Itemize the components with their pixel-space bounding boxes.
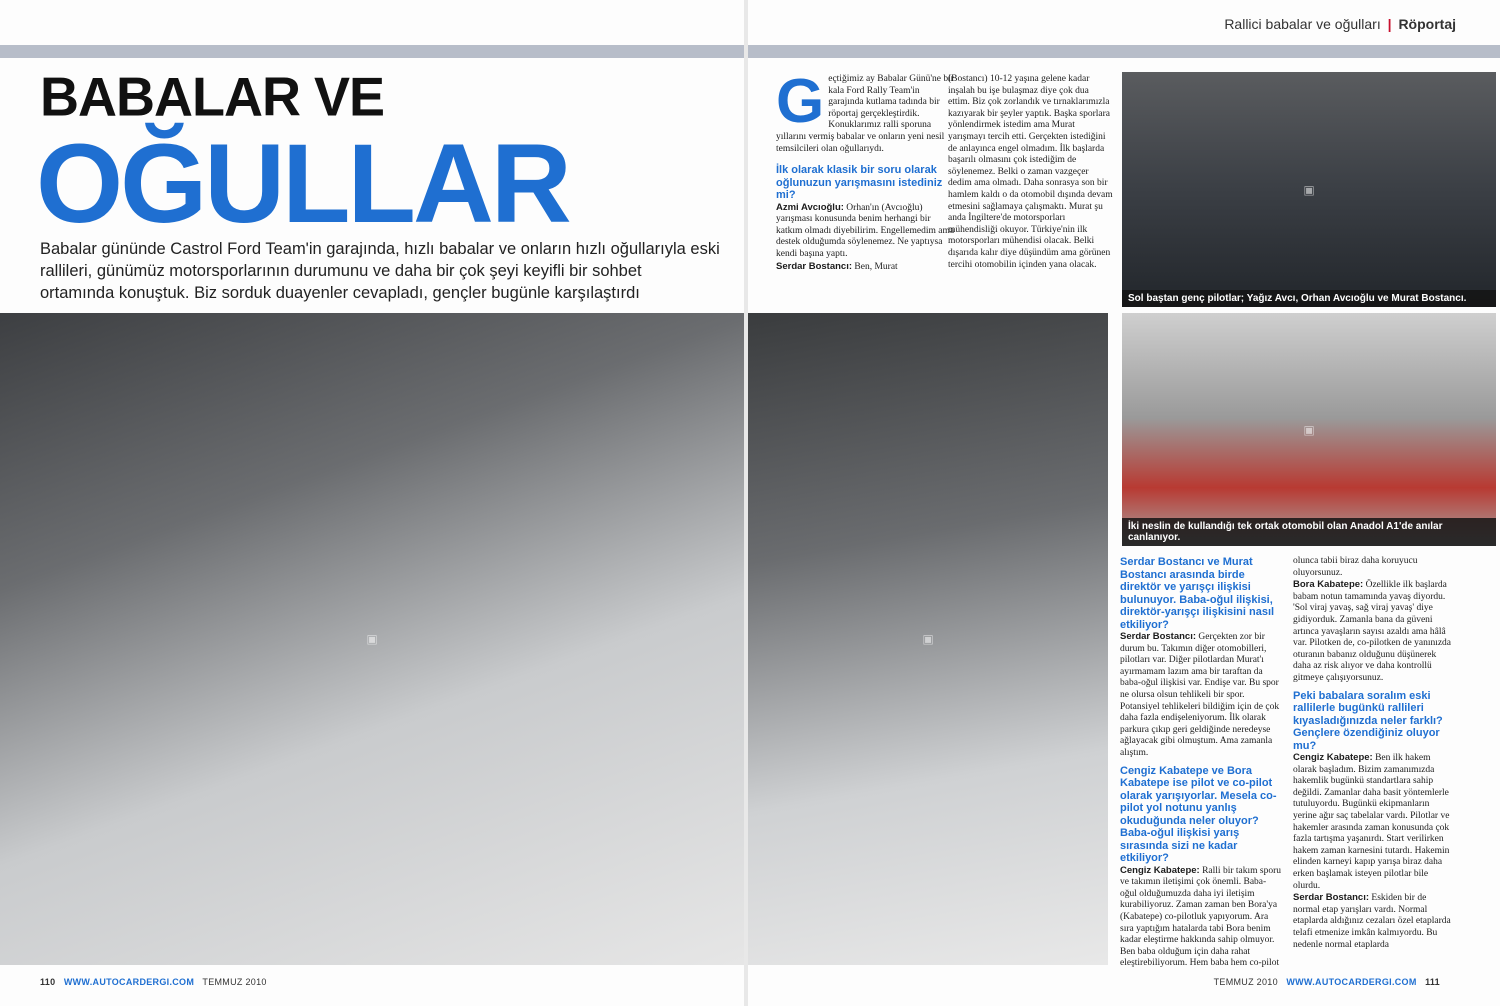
answer-paragraph: Azmi Avcıoğlu: Orhan'ın (Avcıoğlu) yarışması konusunda benim herhangi bir katkım olmadı diyebilirim. Engellemedim ama destek olduğumda söylenemez. Ne yaptıysa kendi başına yaptı. xyxy=(776,201,955,260)
question-heading: Cengiz Kabatepe ve Bora Kabatepe ise pilot ve co-pilot olarak yarışıyorlar. Mesela co-pilot yol notunu yanlış okuduğunda neler oluyor? Baba-oğul ilişkisi yarış sırasında sizi ne kadar etkiliyor? xyxy=(1120,764,1277,865)
photo-young-pilots xyxy=(1122,72,1496,307)
question-heading: İlk olarak klasik bir soru olarak oğlunuzun yarışmasını istediniz mi? xyxy=(776,164,943,202)
right-folio xyxy=(1214,977,1440,987)
issue-date: TEMMUZ 2010 xyxy=(202,977,267,987)
article-column-2 xyxy=(948,74,1113,271)
answer-paragraph: Serdar Bostancı: Eskiden bir de normal etap yarışları vardı. Normal etaplarda aldığınız cezaları özel etaplarda telafi etmenize imkân kalmıyordu. Bu nedenle normal etaplarda xyxy=(1293,892,1451,950)
photo-anadol-engine xyxy=(1122,313,1496,546)
magazine-url-link[interactable]: WWW.AUTOCARDERGI.COM xyxy=(63,977,195,987)
photo-caption: Sol baştan genç pilotlar; Yağız Avcı, Orhan Avcıoğlu ve Murat Bostancı. xyxy=(1122,290,1496,307)
question-heading: Serdar Bostancı ve Murat Bostancı arasında birde direktör ve yarışçı ilişkisi bulunuyor. Baba-oğul ilişkisi, direktör-yarışçı ilişkisini nasıl etkiliyor? xyxy=(1120,556,1275,631)
answer-paragraph: Cengiz Kabatepe: Ben ilk hakem olarak başladım. Bizim zamanımızda hakemlik bugünkü standartlara sahip değildi. Zamanlar daha basit yöntemlerle tutuluyordu. Bugünkü ekipmanların yerine ağır saç tabelalar vardı. Pilotlar ve hakemler arasında zaman konusunda çok fazla tartışma yaşanırdı. Start verilirken hakem zaman karnesini tutardı. Hakemin elinden karneyi kapıp yarışa biraz daha erken başlamak isteyen pilotlar bile olurdu. xyxy=(1293,752,1450,891)
drop-cap: G xyxy=(776,67,825,136)
standfirst: Babalar gününde Castrol Ford Team'in garajında, hızlı babalar ve onların hızlı oğullarıyla eski rallileri, günümüz motorsporlarının durumunu ve daha bir çok şeyi keyifli bir sohbet ortamında konuştuk. Biz sorduk duayenler cevapladı, gençler bugünle karşılaştırdı xyxy=(40,240,720,302)
right-page xyxy=(748,0,1500,1006)
speaker-name: Cengiz Kabatepe: xyxy=(1120,864,1200,876)
article-column-3 xyxy=(1120,556,1283,970)
photo-placeholder-icon: ▣ xyxy=(922,632,934,646)
group-photo-garage xyxy=(0,313,744,965)
photo-caption: İki neslin de kullandığı tek ortak otomobil olan Anadol A1'de anılar canlanıyor. xyxy=(1122,518,1496,546)
page-number: 111 xyxy=(1425,977,1440,987)
answer-paragraph: Serdar Bostancı: Gerçekten zor bir durum bu. Takımın diğer otomobilleri, pilotları var. Diğer pilotlardan Murat'ı ayırmamam lazım ama bir taraftan da baba-oğul ilişkisi var. Endişe var. Bu spor ne olursa olsun tehlikeli bir spor. Potansiyel tehlikeleri bildiğim için de çok daha fazla endişeleniyorum. İlk olarak parkura çıkıp geri geldiğinde neredeyse ağlayacak gibi olmuştum. Ama zamanla alıştım. xyxy=(1120,631,1280,758)
article-column-4 xyxy=(1293,556,1453,951)
running-head-separator: | xyxy=(1387,16,1392,32)
photo-two-pilots-anadol xyxy=(748,313,1108,965)
speaker-name: Serdar Bostancı: xyxy=(776,260,853,272)
speaker-name: Bora Kabatepe: xyxy=(1293,579,1364,591)
body-paragraph: olunca tabii biraz daha koruyucu oluyorsunuz. xyxy=(1293,556,1418,578)
issue-date: TEMMUZ 2010 xyxy=(1213,977,1278,987)
headline-line-2: OĞULLAR xyxy=(36,121,569,246)
header-rule xyxy=(0,45,744,58)
running-head-topic: Rallici babalar ve oğulları xyxy=(1224,16,1381,32)
header-rule xyxy=(748,45,1500,58)
body-paragraph: (Bostancı) 10-12 yaşına gelene kadar inşalah bu işe bulaşmaz diye çok dua ettim. Biz çok zorlandık ve tırnaklarımızla kazıyarak bir şeyler yaptık. Başka sporlara yönlendirmek istedim ama Murat yarışmayı tercih etti. Gerçekten istediğini de anlayınca engel olmadım. İlk başlarda başarılı olmasını çok istediğim de söylenemez. Belki o zaman vazgeçer dedim ama olmadı. Daha sonrasya son bir hamlem kaldı o da otomobil dışında devam etmesini sağlamaya çalışmaktı. Murat şu anda İngiltere'de motorsporları mühendisliği okuyor. Türkiye'nin ilk motorsporları mühendisi olacak. Belki dışarıda kalır diye düşündüm ama görünen tercihi otomobilin içinden yana olacak. xyxy=(948,74,1113,270)
question-heading: Peki babalara soralım eski rallilerle bugünkü rallileri kıyasladığınızda neler farklı? Gençlere özendiğiniz oluyor mu? xyxy=(1293,689,1443,752)
photo-placeholder-icon: ▣ xyxy=(1303,182,1315,197)
lead-paragraph: Geçtiğimiz ay Babalar Günü'ne bir kala Ford Rally Team'in garajında kutlama tadında bir röportaj gerçekleştirdik. Konuklarımız ralli sporuna yıllarını vermiş babalar ve onların yeni nesil temsilcileri olan oğullarıydı. xyxy=(776,67,954,154)
magazine-url-link[interactable]: WWW.AUTOCARDERGI.COM xyxy=(1286,977,1417,987)
photo-placeholder-icon: ▣ xyxy=(1303,422,1315,437)
photo-placeholder-icon: ▣ xyxy=(366,632,378,646)
left-page xyxy=(0,0,744,1006)
article-column-1 xyxy=(776,67,956,273)
answer-paragraph: Serdar Bostancı: Ben, Murat xyxy=(776,260,898,272)
speaker-name: Serdar Bostancı: xyxy=(1293,892,1370,904)
speaker-name: Cengiz Kabatepe: xyxy=(1293,752,1373,764)
page-number: 110 xyxy=(40,977,56,987)
headline-line-1: BABALAR VE xyxy=(40,66,385,128)
answer-paragraph: Bora Kabatepe: Özellikle ilk başlarda babam notun tamamında yavaş diyordu. 'Sol viraj yavaş, sağ viraj yavaş' diye gidiyorduk. Zamanla bana da güveni artınca yavaşların sayısı azaldı ama hâlâ var. Pilotken de, co-pilotken de yanınızda oturanın babanız olduğunu düşünerek daha az risk alıyor ve daha kontrollü gitmeye çalışıyorsunuz. xyxy=(1293,579,1452,683)
speaker-name: Azmi Avcıoğlu: xyxy=(776,201,844,213)
running-head-section: Röportaj xyxy=(1398,16,1456,32)
left-folio xyxy=(40,977,267,987)
answer-paragraph: Cengiz Kabatepe: Ralli bir takım sporu ve takımın iletişimi çok önemli. Baba-oğul olduğumuzda daha iyi iletişim kurabiliyoruz. Zaman zaman ben Bora'ya (Kabatepe) co-pilotluk yapıyorum. Ara sıra yaptığım hatalarda tabi Bora benim kadar eleştirme hakkında sahip olmuyor. Ben baba olduğum için daha rahat eleştirebiliyorum. Hem baba hem co-pilot xyxy=(1120,864,1281,969)
speaker-name: Serdar Bostancı: xyxy=(1120,631,1197,642)
running-head xyxy=(1224,16,1456,32)
